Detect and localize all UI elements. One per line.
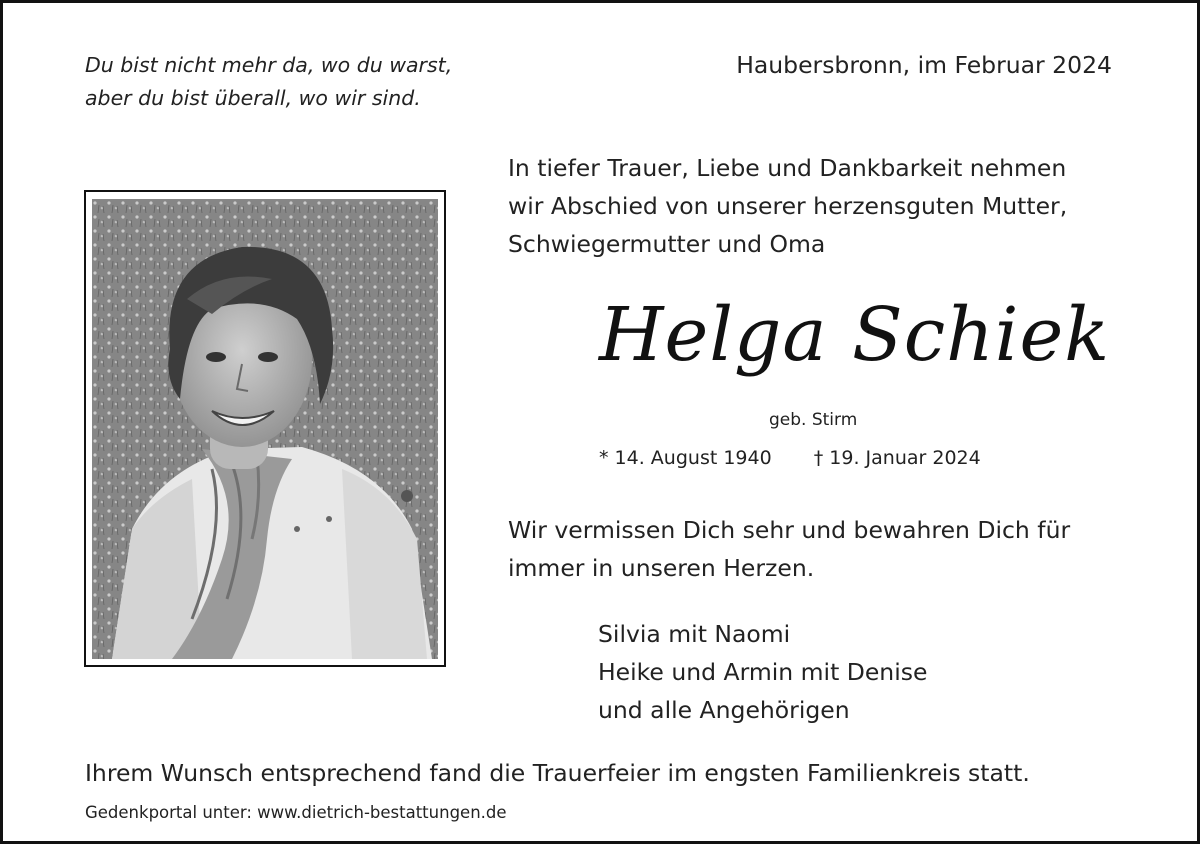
farewell-message (508, 511, 1070, 587)
place-and-date: Haubersbronn, im Februar 2024 (736, 51, 1112, 79)
maiden-name: geb. Stirm (769, 410, 858, 430)
intro-line-1: In tiefer Trauer, Liebe und Dankbarkeit nehmen (508, 154, 1067, 182)
intro-line-2: wir Abschied von unserer herzensguten Mutter, (508, 192, 1068, 220)
deceased-name: Helga Schiek (599, 292, 1111, 378)
message-line-1: Wir vermissen Dich sehr und bewahren Dich für (508, 516, 1071, 544)
memorial-quote (85, 49, 452, 115)
intro-line-3: Schwiegermutter und Oma (508, 230, 826, 258)
birth-date: * 14. August 1940 (599, 447, 772, 469)
message-line-2: immer in unseren Herzen. (508, 554, 815, 582)
mourner-line: und alle Angehörigen (598, 696, 850, 724)
death-date: † 19. Januar 2024 (813, 447, 981, 469)
mourner-line: Silvia mit Naomi (598, 620, 791, 648)
mourners-list (598, 615, 927, 729)
intro-text (508, 149, 1067, 263)
life-dates (599, 447, 981, 469)
memorial-portal-link[interactable]: Gedenkportal unter: www.dietrich-bestattungen.de (85, 803, 507, 822)
portrait-photo (92, 199, 438, 659)
quote-line-1: Du bist nicht mehr da, wo du warst, (85, 53, 453, 77)
quote-line-2: aber du bist überall, wo wir sind. (85, 86, 421, 110)
funeral-note: Ihrem Wunsch entsprechend fand die Trauerfeier im engsten Familienkreis statt. (85, 759, 1030, 787)
mourner-line: Heike und Armin mit Denise (598, 658, 928, 686)
